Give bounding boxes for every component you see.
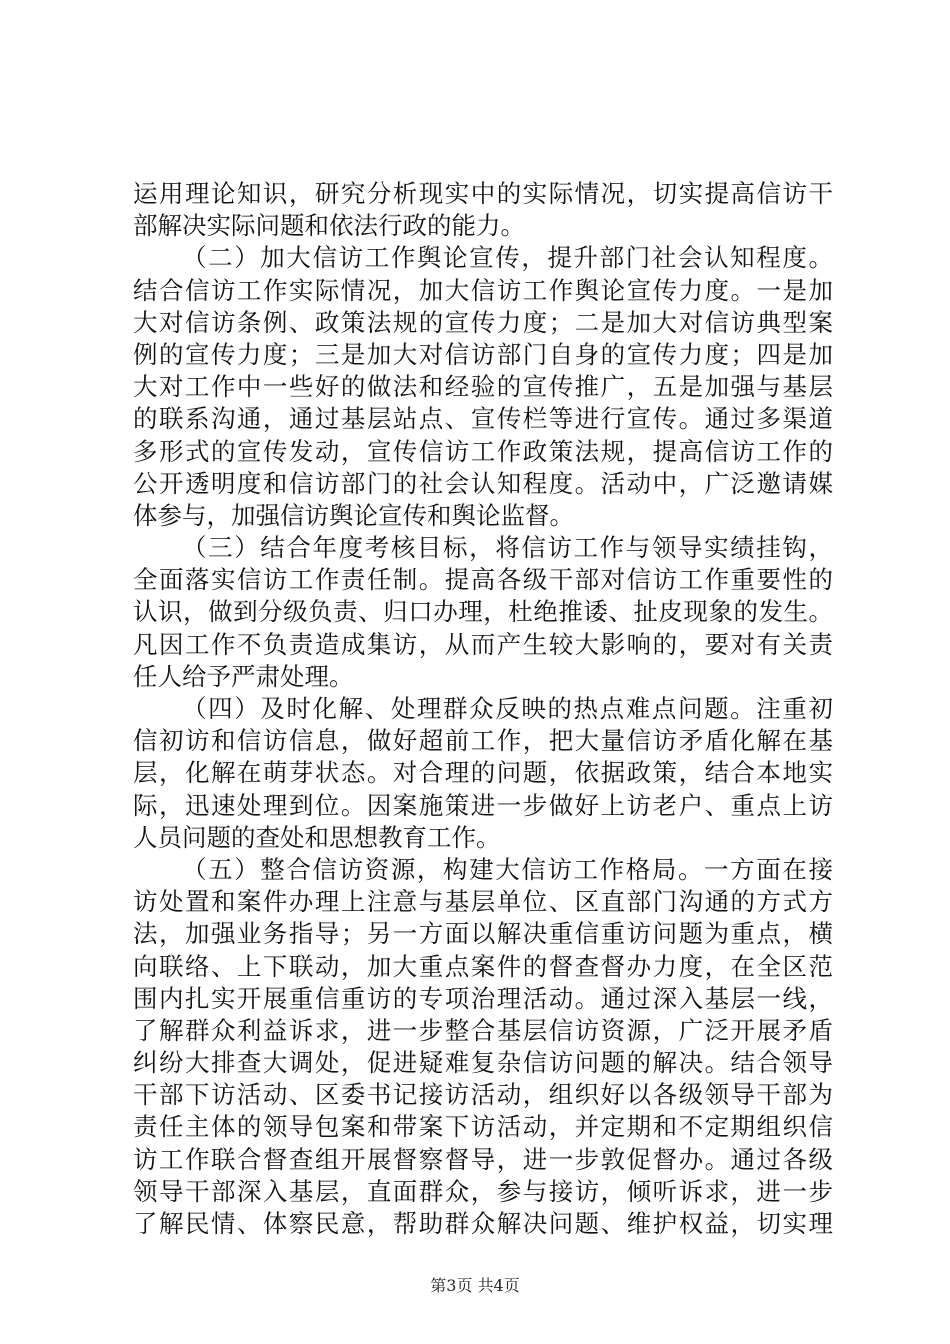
- text-line: 责任主体的领导包案和带案下访活动，并定期和不定期组织信: [133, 1112, 833, 1142]
- text-line: 任人给予严肃处理。: [133, 661, 354, 691]
- text-line: 人员问题的查处和思想教育工作。: [133, 822, 501, 852]
- text-line: 访处置和案件办理上注意与基层单位、区直部门沟通的方式方: [133, 887, 833, 917]
- text-line: 例的宣传力度；三是加大对信访部门自身的宣传力度；四是加: [133, 339, 833, 369]
- page-footer: 第3页 共4页: [430, 1276, 520, 1295]
- document-body: [133, 178, 833, 1240]
- text-line: 了解群众利益诉求，进一步整合基层信访资源，广泛开展矛盾: [133, 1015, 833, 1045]
- text-line: 认识，做到分级负责、归口办理，杜绝推诿、扯皮现象的发生。: [133, 597, 833, 627]
- text-line: 体参与，加强信访舆论宣传和舆论监督。: [133, 500, 574, 530]
- text-line: （二）加大信访工作舆论宣传，提升部门社会认知程度。: [182, 243, 833, 273]
- text-line: 大对工作中一些好的做法和经验的宣传推广，五是加强与基层: [133, 372, 833, 402]
- text-line: 向联络、上下联动，加大重点案件的督查督办力度，在全区范: [133, 951, 833, 981]
- text-line: 全面落实信访工作责任制。提高各级干部对信访工作重要性的: [133, 565, 833, 595]
- text-line: 大对信访条例、政策法规的宣传力度；二是加大对信访典型案: [133, 307, 833, 337]
- text-line: 信初访和信访信息，做好超前工作，把大量信访矛盾化解在基: [133, 726, 833, 756]
- text-line: 公开透明度和信访部门的社会认知程度。活动中，广泛邀请媒: [133, 468, 833, 498]
- text-line: （三）结合年度考核目标，将信访工作与领导实绩挂钩，: [182, 533, 833, 563]
- text-line: 运用理论知识，研究分析现实中的实际情况，切实提高信访干: [133, 179, 833, 208]
- text-line: 的联系沟通，通过基层站点、宣传栏等进行宣传。通过多渠道: [133, 404, 833, 434]
- text-line: 访工作联合督查组开展督察督导，进一步敦促督办。通过各级: [133, 1144, 833, 1174]
- text-line: 多形式的宣传发动，宣传信访工作政策法规，提高信访工作的: [133, 436, 833, 466]
- text-line: 层，化解在萌芽状态。对合理的问题，依据政策，结合本地实: [133, 758, 833, 788]
- text-line: 部解决实际问题和依法行政的能力。: [133, 211, 525, 241]
- text-line: 了解民情、体察民意，帮助群众解决问题、维护权益，切实理: [133, 1209, 833, 1238]
- text-line: 结合信访工作实际情况，加大信访工作舆论宣传力度。一是加: [133, 275, 833, 305]
- text-line: 干部下访活动、区委书记接访活动，组织好以各级领导干部为: [133, 1080, 833, 1110]
- text-line: 法，加强业务指导；另一方面以解决重信重访问题为重点，横: [133, 919, 833, 949]
- text-line: 领导干部深入基层，直面群众，参与接访，倾听诉求，进一步: [133, 1176, 833, 1206]
- text-line: 围内扎实开展重信重访的专项治理活动。通过深入基层一线，: [133, 983, 833, 1013]
- text-line: 凡因工作不负责造成集访，从而产生较大影响的，要对有关责: [133, 629, 833, 659]
- text-line: （四）及时化解、处理群众反映的热点难点问题。注重初: [182, 694, 833, 723]
- text-line: （五）整合信访资源，构建大信访工作格局。一方面在接: [182, 854, 833, 884]
- text-line: 纠纷大排查大调处，促进疑难复杂信访问题的解决。结合领导: [133, 1048, 833, 1078]
- text-line: 际，迅速处理到位。因案施策进一步做好上访老户、重点上访: [133, 790, 833, 820]
